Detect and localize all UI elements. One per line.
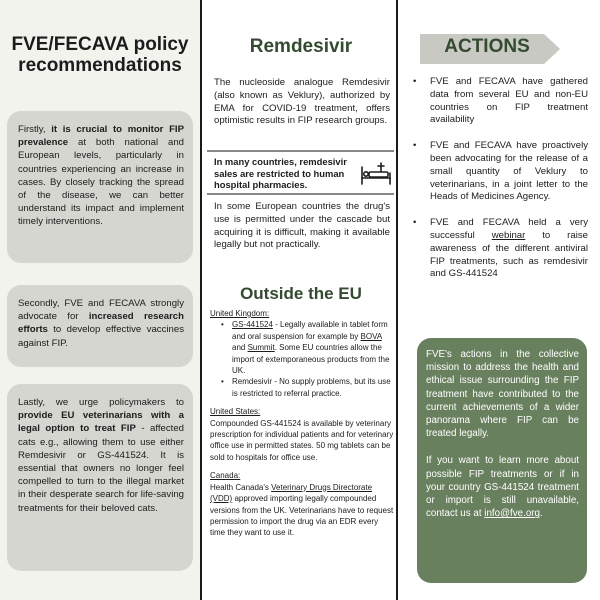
contact-box-intro: FVE's actions in the collective mission to address the health and ethical issue surrounding the FIP treatment have contributed to the current achievements of a wider panorama where FIP can be treated legally. [426,349,579,440]
card1-pre: Firstly, [18,124,52,135]
uk-heading: United Kingdom: [210,309,270,318]
card3-post: - affected cats e.g., allowing them to use either Remdesivir or GS-441524. It is essential that owners no longer feel compelled to turn to the illegal market in their desperate search for life-saving treatments for their beloved cats. [18,423,184,514]
actions-list [408,76,588,281]
action-item-webinar [408,217,588,281]
hospital-bed-icon [359,162,393,186]
actions-title: ACTIONS [444,36,530,57]
callout-top-divider [207,150,394,152]
email-link[interactable]: info@fve.org [484,508,540,520]
contact-cta-end: . [539,508,543,520]
recommendation-card-research [7,285,193,367]
us-text: Compounded GS-441524 is available by veterinary prescription for individual patients and for veterinary office use in permitted states. 50 mg tablets can be sold to hospitals for office use. [210,418,394,462]
action3-post: to raise awareness of the different antiviral FIP treatments, such as remdesivir and GS-441524 [430,229,588,280]
policy-column [0,0,200,600]
canada-heading: Canada: [210,471,241,481]
uk-gs441524-item [210,319,394,376]
cascade-paragraph: In some European countries the drug's use is permitted under the cascade but acquiring it is difficult, making it available legally but not practically. [214,201,390,251]
bova-link[interactable]: BOVA [360,331,382,341]
recommendation-card-monitoring [7,111,193,263]
contact-box-cta [426,454,579,520]
canada-post: approved importing legally compounded versions from the UK. Veterinarians have to request permission to import the drug via an EDR every time they want to use it. [210,494,394,538]
summit-link[interactable]: Summit [247,343,275,353]
vdd-link[interactable]: Veterinary Drugs Directorate (VDD) [210,482,373,504]
remdesivir-intro: The nucleoside analogue Remdesivir (also known as Veklury), authorized by EMA for COVID-19 treatment, offers optimistic results in FIP research groups. [214,77,390,127]
policy-title: FVE/FECAVA policy recommendations [11,34,189,76]
action-item-data: • FVE and FECAVA have gathered data from several EU and non-EU countries on FIP treatment availability [408,76,588,127]
uk-list [210,319,394,399]
contact-box [417,338,587,583]
canada-pre: Health Canada's [210,482,272,492]
actions-header [420,34,560,64]
outside-eu-title: Outside the EU [240,284,362,303]
card2-bold: increased research efforts [18,311,184,336]
remdesivir-column [200,0,398,600]
outside-eu-details [210,308,394,539]
uk-item1-and: and [232,343,248,353]
recommendation-card-legal-option [7,384,193,571]
card1-post: at both national and European levels, particularly in countries experiencing an increase in cases. By closely tracking the spread of the disease, we can better understand its impact and implement timely interventions. [18,137,184,228]
callout-bottom-divider [207,193,394,195]
action-item-advocacy: • FVE and FECAVA have proactively been advocating for the release of a small quantity of Veklury to veterinarians, in a joint letter to the Heads of Medicines Agency. [408,140,588,204]
card1-bold: it is crucial to monitor FIP prevalence [18,124,184,149]
card3-bold: provide EU veterinarians with a legal option to treat FIP [18,410,184,435]
card3-pre: Lastly, we urge policymakers to [18,397,184,408]
uk-item1-post: . Some EU countries allow the import of extemporaneous products from the UK. [232,343,390,376]
webinar-link[interactable]: webinar [491,229,526,241]
hospital-restriction-callout: In many countries, remdesivir sales are restricted to human hospital pharmacies. [214,156,347,191]
card2-post: to develop effective vaccines against FIP. [18,324,184,349]
gs441524-link[interactable]: GS-441524 [232,320,273,330]
uk-remdesivir-item: • Remdesivir - No supply problems, but its use is restricted to referral practice. [210,376,394,399]
card2-pre: Secondly, FVE and FECAVA strongly advocate for [18,298,184,323]
uk-item1-text: - Legally available in tablet form and oral suspension for example by [232,320,388,341]
remdesivir-title: Remdesivir [249,36,353,57]
canada-text [210,482,394,539]
action3-pre: FVE and FECAVA held a very successful [430,217,588,241]
us-heading: United States: [210,407,261,417]
contact-cta-text: If you want to learn more about possible FIP treatments or if in your country GS-441524 treatment or import is still unavailable, contact us at [426,455,579,520]
